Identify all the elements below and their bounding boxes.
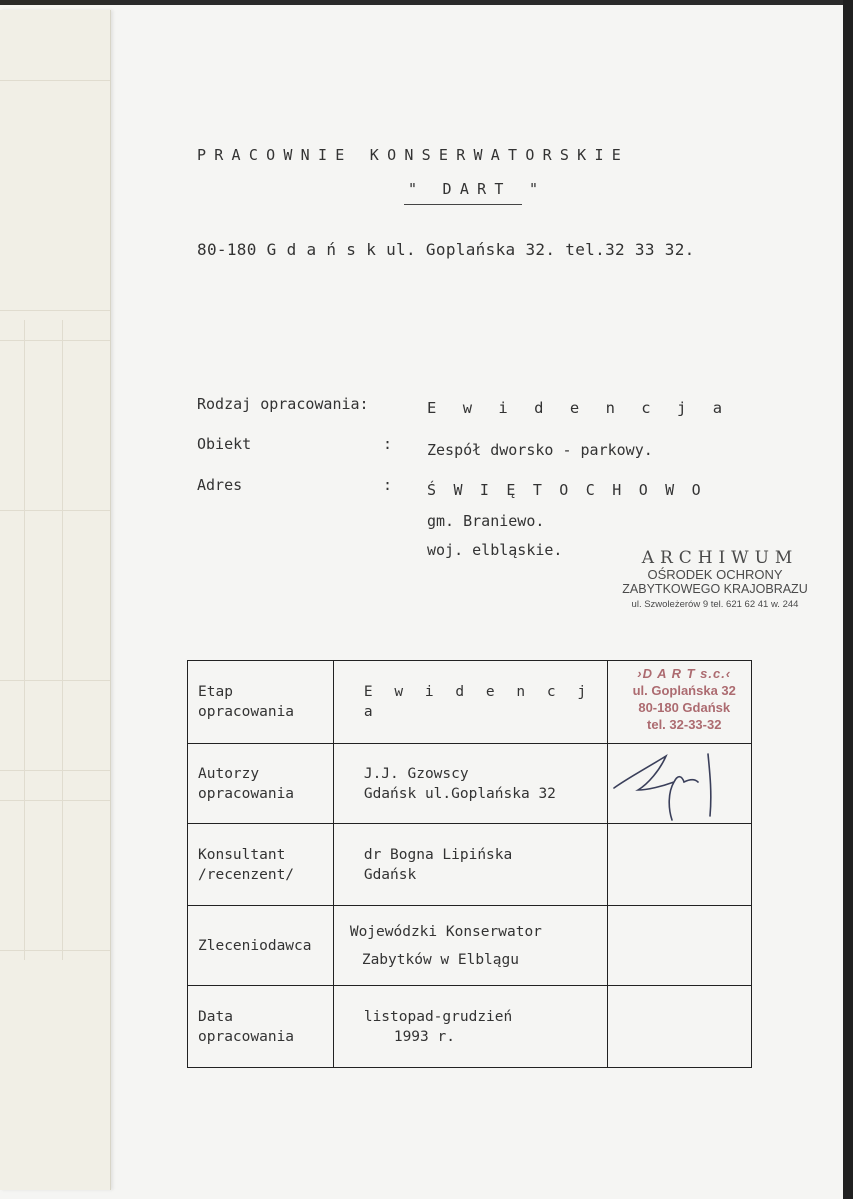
field-label-object: Obiekt [197, 435, 252, 453]
row-label: Autorzy opracowania [188, 744, 334, 824]
field-sep-object: : [383, 435, 393, 453]
org-name: PRACOWNIE KONSERWATORSKIE [197, 146, 630, 164]
field-value-object: Zespół dworsko - parkowy. [427, 441, 653, 459]
empty-cell [608, 824, 752, 906]
company-name-underline [404, 204, 522, 205]
metadata-table [187, 660, 752, 1068]
address-line-voivodeship: woj. elbląskie. [427, 541, 563, 559]
scan-top-edge [0, 0, 853, 5]
empty-cell [608, 986, 752, 1068]
signature-cell [608, 744, 752, 824]
company-stamp: ›D A R T s.c.‹ ul. Goplańska 32 80-180 Gdańsk tel. 32-33-32 [632, 666, 736, 732]
row-value: listopad-grudzień 1993 r. [333, 986, 607, 1068]
archive-line2: OŚRODEK OCHRONY [647, 567, 783, 582]
archive-stamp [610, 548, 820, 610]
archive-line4: ul. Szwoleżerów 9 tel. 621 62 41 w. 244 [631, 599, 799, 610]
row-value: J.J. Gzowscy Gdańsk ul.Goplańska 32 [333, 744, 607, 824]
signature-icon [608, 744, 758, 824]
field-label-address: Adres [197, 476, 243, 494]
field-value-type: E w i d e n c j a [427, 399, 731, 417]
row-label: Konsultant /recenzent/ [188, 824, 334, 906]
row-value: dr Bogna Lipińska Gdańsk [333, 824, 607, 906]
empty-cell [608, 906, 752, 986]
table-row [188, 661, 752, 744]
row-label: Data opracowania [188, 986, 334, 1068]
scan-right-edge [843, 0, 853, 1199]
archive-line3: ZABYTKOWEGO KRAJOBRAZU [622, 582, 808, 596]
table-row [188, 986, 752, 1068]
row-value: Wojewódzki Konserwator Zabytków w Elblągu [333, 906, 607, 986]
row-label: Zleceniodawca [188, 906, 334, 986]
org-address: 80-180 G d a ń s k ul. Goplańska 32. tel.32 33 32. [197, 240, 695, 259]
field-label-type: Rodzaj opracowania: [197, 395, 369, 413]
table-row [188, 906, 752, 986]
field-sep-address: : [383, 476, 393, 494]
address-line-municipality: gm. Braniewo. [427, 512, 545, 530]
row-label: Etap opracowania [188, 661, 334, 744]
table-row [188, 744, 752, 824]
table-row [188, 824, 752, 906]
row-value: E w i d e n c j a [333, 661, 607, 744]
stamp-cell [608, 661, 752, 744]
company-name: " DART " [408, 180, 547, 198]
archive-title: ARCHIWUM [641, 548, 799, 568]
field-value-address: Ś W I Ę T O C H O W O [427, 481, 705, 499]
underlying-page-strip [0, 10, 111, 1190]
